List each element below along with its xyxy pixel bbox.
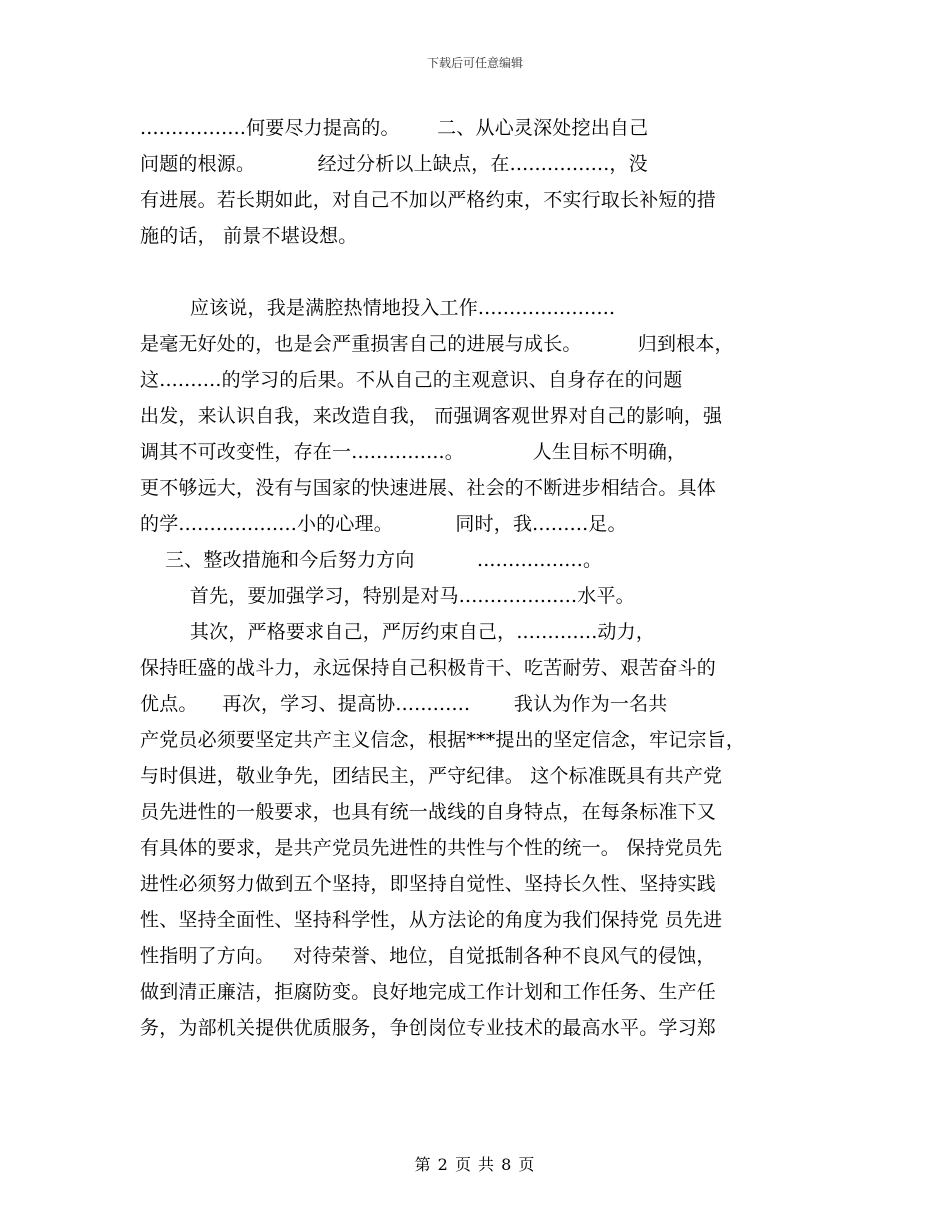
text-line: 产党员必须要坚定共产主义信念，根据***提出的坚定信念，牢记宗旨， bbox=[140, 729, 746, 751]
text-line: 出发，来认识自我，来改造自我， 而强调客观世界对自己的影响，强 bbox=[140, 405, 723, 427]
paragraph-2 bbox=[140, 290, 820, 1046]
text-line: 这..........的学习的后果。不从自己的主观意识、自身存在的问题 bbox=[140, 369, 683, 391]
document-body bbox=[140, 110, 820, 1046]
text-line: 施的话， 前景不堪设想。 bbox=[140, 225, 358, 247]
text-line: .................何要尽力提高的。 二、从心灵深处挖出自己 bbox=[140, 117, 649, 139]
text-line: 进性必须努力做到五个坚持，即坚持自觉性、坚持长久性、坚持实践 bbox=[140, 873, 717, 895]
text-line: 员先进性的一般要求，也具有统一战线的自身特点，在每条标准下又 bbox=[140, 801, 717, 823]
text-line: 首先，要加强学习，特别是对马...................水平。 bbox=[140, 585, 635, 607]
text-line: 性、坚持全面性、坚持科学性，从方法论的角度为我们保持党 员先进 bbox=[140, 909, 723, 931]
section-heading-line: 三、整改措施和今后努力方向 .................。 bbox=[140, 549, 603, 571]
text-line: 务，为部机关提供优质服务，争创岗位专业技术的最高水平。学习郑 bbox=[140, 1017, 717, 1039]
text-line: 优点。 再次，学习、提高协............ 我认为作为一名共 bbox=[140, 693, 668, 715]
paragraph-gap bbox=[140, 254, 820, 290]
paragraph-1 bbox=[140, 110, 820, 254]
text-line: 其次，严格要求自己，严厉约束自己，.............动力， bbox=[140, 621, 656, 643]
text-line: 性指明了方向。 对待荣誉、地位，自觉抵制各种不良风气的侵蚀， bbox=[140, 945, 716, 967]
page-number: 第 2 页 共 8 页 bbox=[414, 1155, 536, 1174]
text-line: 做到清正廉洁，拒腐防变。良好地完成工作计划和工作任务、生产任 bbox=[140, 981, 717, 1003]
text-line: 有进展。若长期如此，对自己不加以严格约束，不实行取长补短的措 bbox=[140, 189, 717, 211]
text-line: 问题的根源。 经过分析以上缺点，在................，没 bbox=[140, 153, 648, 175]
text-line: 更不够远大，没有与国家的快速进展、社会的不断进步相结合。具体 bbox=[140, 477, 717, 499]
text-line: 的学...................小的心理。 同时，我.........足。 bbox=[140, 513, 627, 535]
text-line: 保持旺盛的战斗力，永远保持自己积极肯干、吃苦耐劳、艰苦奋斗的 bbox=[140, 657, 717, 679]
text-line: 是毫无好处的，也是会严重损害自己的进展与成长。 归到根本， bbox=[140, 333, 734, 355]
text-line: 调其不可改变性，存在一...............。 人生目标不明确， bbox=[140, 441, 687, 463]
text-line: 应该说，我是满腔热情地投入工作...................... bbox=[140, 297, 616, 319]
text-line: 有具体的要求，是共产党员先进性的共性与个性的统一。 保持党员先 bbox=[140, 837, 723, 859]
text-line: 与时俱进，敬业争先，团结民主，严守纪律。 这个标准既具有共产党 bbox=[140, 765, 723, 787]
page-header: 下载后可任意编辑 bbox=[426, 56, 523, 70]
